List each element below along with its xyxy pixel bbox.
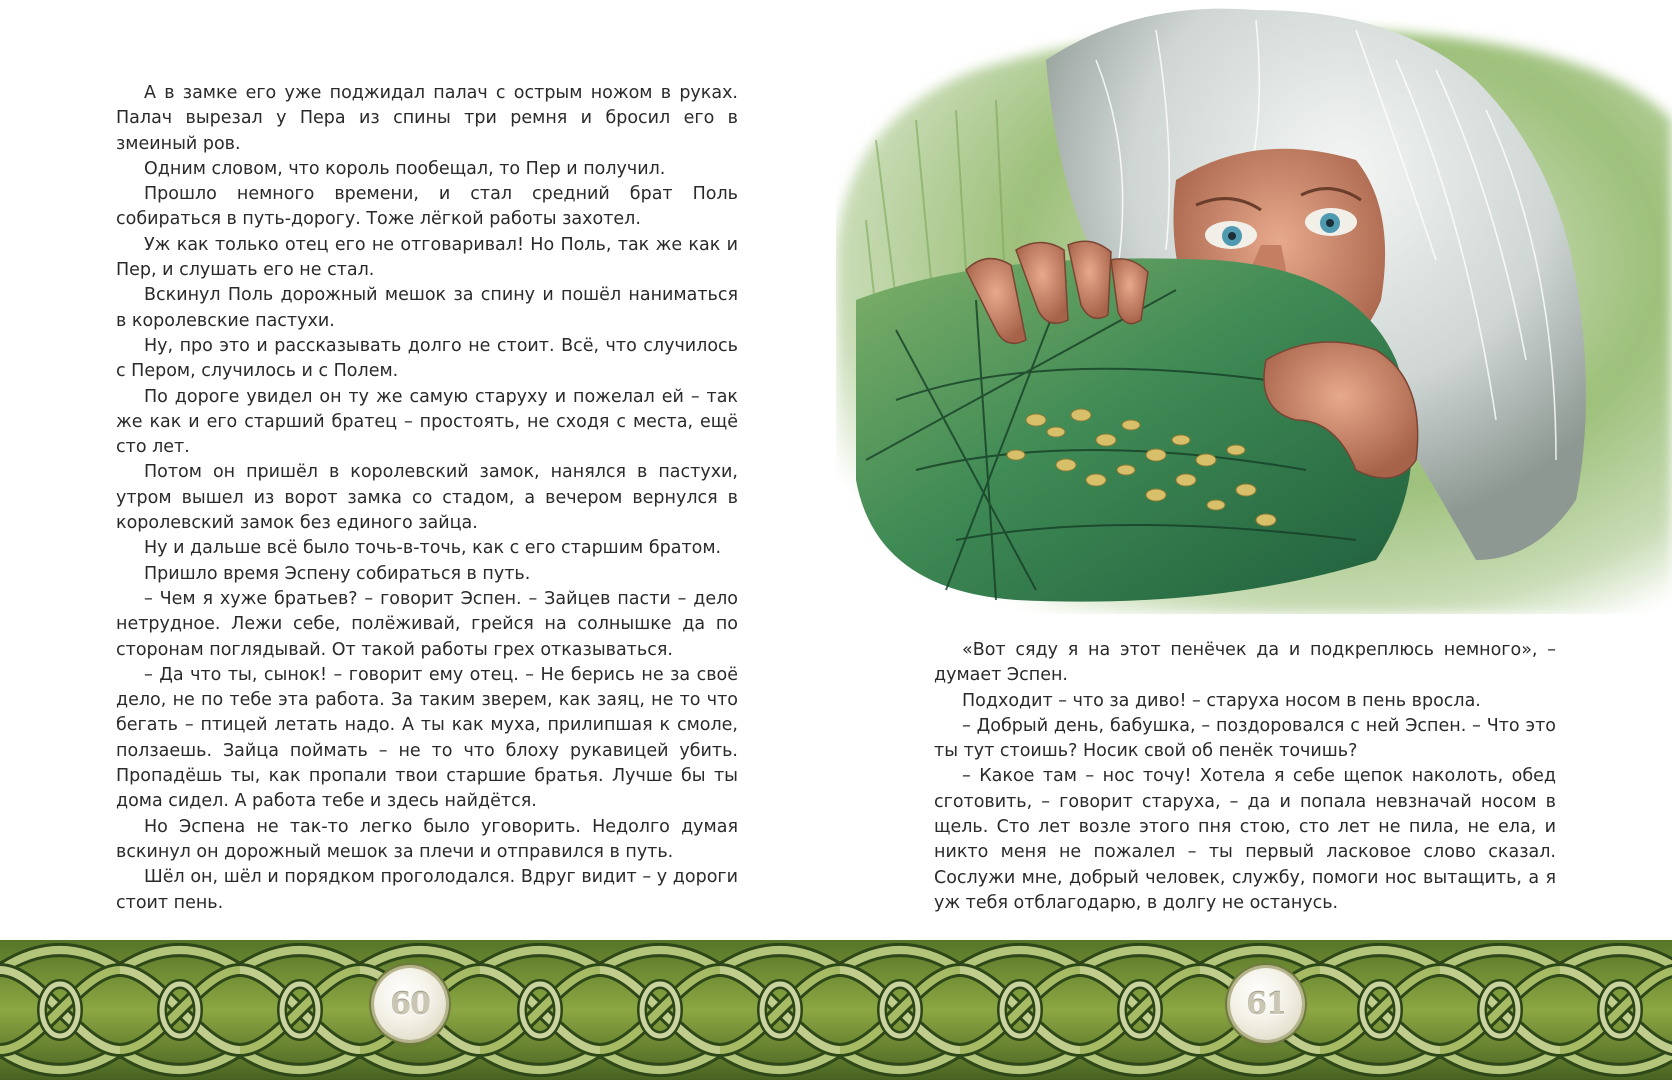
celtic-knot-border [0,940,1672,1080]
paragraph: Ну, про это и рассказывать долго не стоит. Всё, что случилось с Пером, случилось и с Полем. [116,335,738,382]
old-woman-nose-stuck-in-stump-illustration [836,0,1672,614]
paragraph: «Вот сяду я на этот пенёчек да и подкреплюсь немного», – думает Эспен. [934,640,1556,686]
right-page-text [934,638,1556,916]
paragraph: По дороге увидел он ту же самую старуху и пожелал ей – так же как и его старший братец – простоять, не сходя с места, ещё сто лет. [116,386,738,458]
paragraph: Уж как только отец его не отговаривал! Но Поль, так же как и Пер, и слушать его не стал. [116,234,738,281]
page-number-left: 60 [374,968,446,1040]
paragraph: Ну и дальше всё было точь-в-точь, как с его старшим братом. [144,538,722,559]
paragraph: Подходит – что за диво! – старуха носом в пень вросла. [962,690,1481,711]
paragraph: Но Эспена не так-то легко было уговорить. Недолго думая вскинул он дорожный мешок за плечи и отправился в путь. [116,816,738,862]
page-number-right: 61 [1230,968,1302,1040]
left-page-text [116,81,738,916]
paragraph: – Какое там – нос точу! Хотела я себе щепок наколоть, обед сготовить, – говорит старуха, – да и попала невзначай носом в щель. Сто лет возле этого пня стою, сто лет не пила, не ела, и никто меня не пожалел – ты первый ласковое слово сказал. Сослужи мне, добрый человек, службу, помоги нос вытащить, а я уж тебя отблагодарю, в долгу не останусь. [934,766,1556,913]
paragraph: Одним словом, что король пообещал, то Пер и получил. [144,158,666,179]
paragraph: – Чем я хуже братьев? – говорит Эспен. – Зайцев пасти – дело нетрудное. Лежи себе, полёживай, грейся на солнышке да по сторонам поглядывай. От такой работы грех отказываться. [116,588,738,660]
paragraph: А в замке его уже поджидал палач с острым ножом в руках. Палач вырезал у Пера из спины три ремня и бросил его в змеиный ров. [116,83,738,154]
paragraph: Прошло немного времени, и стал средний брат Поль собираться в путь-дорогу. Тоже лёгкой работы захотел. [116,184,738,230]
paragraph: – Добрый день, бабушка, – поздоровался с ней Эспен. – Что это ты тут стоишь? Носик свой об пенёк точишь? [934,715,1556,762]
paragraph: Потом он пришёл в королевский замок, нанялся в пастухи, утром вышел из ворот замка со стадом, а вечером вернулся в королевский замок без единого зайца. [116,462,738,534]
paragraph: Пришло время Эспену собираться в путь. [144,563,531,584]
paragraph: Вскинул Поль дорожный мешок за спину и пошёл наниматься в королевские пастухи. [116,285,738,331]
right-page [836,0,1672,1080]
paragraph: – Да что ты, сынок! – говорит ему отец. – Не берись не за своё дело, не по тебе эта работа. За таким зверем, как заяц, не то что бегать – птицей летать надо. А ты как муха, прилипшая к смоле, ползаешь. Зайца поймать – не то что блоху рукавицей убить. Пропадёшь ты, как пропали твои старшие братья. Лучше бы ты дома сидел. А работа тебе и здесь найдётся. [116,664,738,812]
paragraph: Шёл он, шёл и порядком проголодался. Вдруг видит – у дороги стоит пень. [116,867,738,913]
